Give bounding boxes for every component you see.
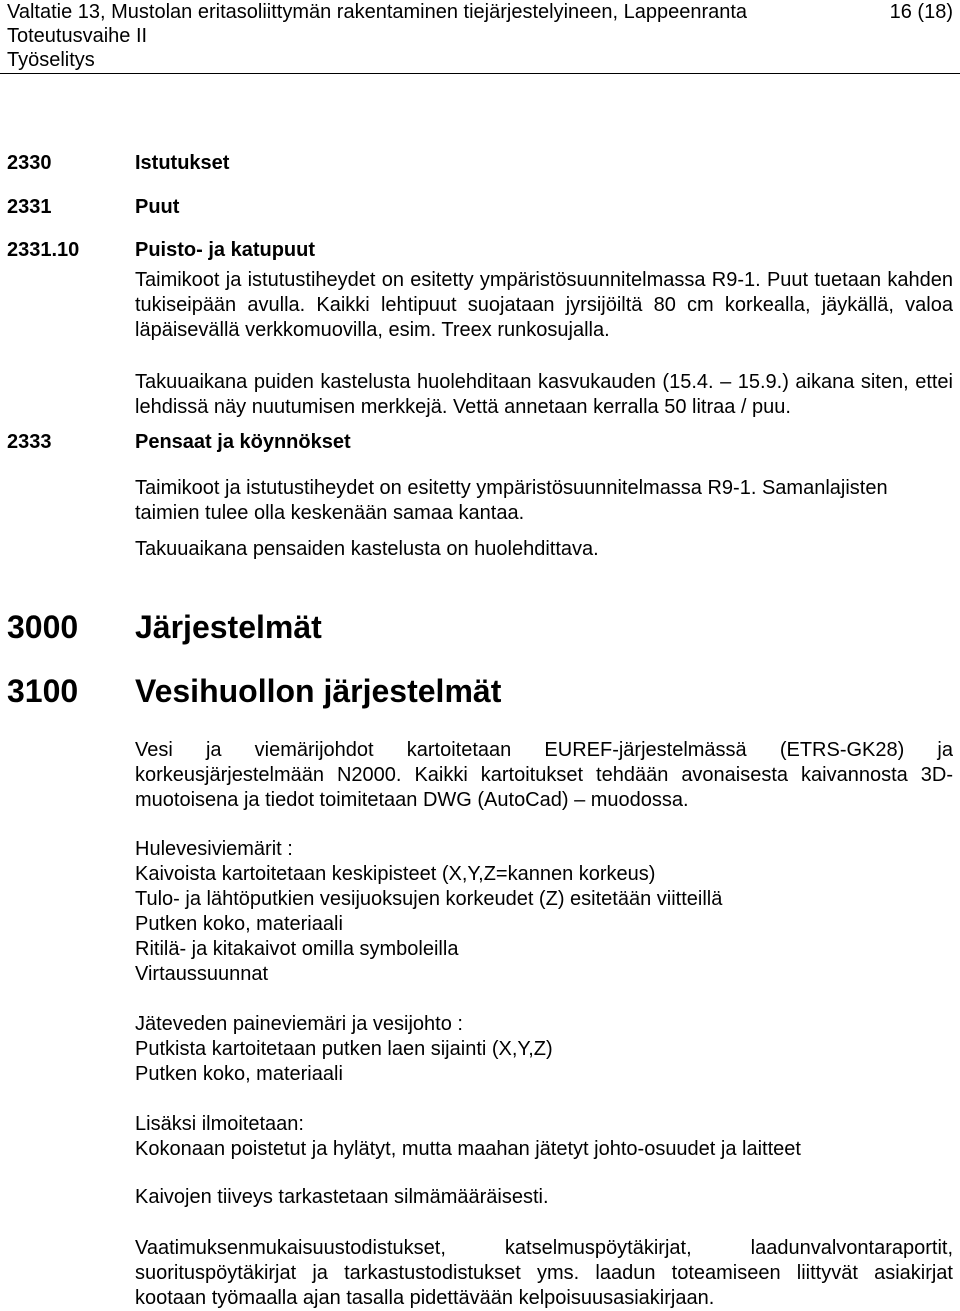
section-3100-number: 3100 (7, 673, 79, 709)
section-2331-10-number: 2331.10 (7, 239, 80, 261)
trees-paragraph-2: Takuuaikana puiden kastelusta huolehditaan kasvukauden (15.4. – 15.9.) aikana siten, ettei lehdissä näy nuutumisen merkkejä. Vettä annetaan kerralla 50 litraa / puu. (135, 371, 953, 418)
compliance-paragraph: Vaatimuksenmukaisuustodistukset, katselmuspöytäkirjat, laadunvalvontaraportit, suorituspöytäkirjat ja tarkastustodistukset yms. laadun toteamiseen liittyvät asiakirjat kootaan työmaalla ajan tasalla pidettävään kelpoisuusasiakirjaan. (135, 1237, 953, 1309)
page-number: 16 (18) (889, 1, 953, 23)
section-2333-number: 2333 (7, 431, 52, 453)
list-item: Kaivoista kartoitetaan keskipisteet (X,Y,Z=kannen korkeus) (135, 863, 656, 885)
list-item: Hulevesiviemärit : (135, 838, 293, 860)
section-2330-number: 2330 (7, 152, 52, 174)
shrubs-paragraph-2: Takuuaikana pensaiden kastelusta on huolehdittava. (135, 538, 599, 560)
section-2330-title: Istutukset (135, 152, 230, 174)
trees-paragraph-1: Taimikoot ja istutustiheydet on esitetty ympäristösuunnitelmassa R9-1. Puut tuetaan kahden tukiseipään avulla. Kaikki lehtipuut suojataan jyrsijöiltä 80 cm korkealla, jäykällä, valoa läpäisevällä verkkomuovilla, esim. Treex runkosujalla. (135, 269, 953, 341)
list-item: Putken koko, materiaali (135, 1063, 343, 1085)
section-3000-number: 3000 (7, 609, 79, 645)
section-2331-title: Puut (135, 196, 180, 218)
document-title: Valtatie 13, Mustolan eritasoliittymän rakentaminen tiejärjestelyineen, Lappeenranta (7, 1, 748, 23)
additional-list (135, 1112, 953, 1162)
doc-type-label: Työselitys (7, 49, 95, 71)
section-2331-10-title: Puisto- ja katupuut (135, 239, 315, 261)
tightness-paragraph: Kaivojen tiiveys tarkastetaan silmämääräisesti. (135, 1186, 549, 1208)
pressure-sewer-list (135, 1012, 953, 1087)
list-item: Ritilä- ja kitakaivot omilla symboleilla (135, 938, 459, 960)
section-3100-title: Vesihuollon järjestelmät (135, 673, 502, 709)
list-item: Virtaussuunnat (135, 963, 269, 985)
list-item: Jäteveden paineviemäri ja vesijohto : (135, 1013, 463, 1035)
section-2331-number: 2331 (7, 196, 52, 218)
section-3000-title: Järjestelmät (135, 609, 322, 645)
phase-label: Toteutusvaihe II (7, 25, 148, 47)
list-item: Putken koko, materiaali (135, 913, 343, 935)
list-item: Kokonaan poistetut ja hylätyt, mutta maahan jätetyt johto-osuudet ja laitteet (135, 1138, 801, 1160)
stormwater-list (135, 837, 953, 987)
section-2333-title: Pensaat ja köynnökset (135, 431, 351, 453)
water-paragraph-1: Vesi ja viemärijohdot kartoitetaan EUREF-järjestelmässä (ETRS-GK28) ja korkeusjärjestelmään N2000. Kaikki kartoitukset tehdään avonaisesta kaivannosta 3D-muotoisena ja tiedot toimitetaan DWG (AutoCad) – muodossa. (135, 739, 953, 811)
header-divider (0, 73, 960, 74)
list-item: Lisäksi ilmoitetaan: (135, 1113, 304, 1135)
list-item: Putkista kartoitetaan putken laen sijainti (X,Y,Z) (135, 1038, 553, 1060)
shrubs-paragraph-1: Taimikoot ja istutustiheydet on esitetty ympäristösuunnitelmassa R9-1. Samanlajisten taimien tulee olla keskenään samaa kantaa. (135, 477, 888, 524)
list-item: Tulo- ja lähtöputkien vesijuoksujen korkeudet (Z) esitetään viitteillä (135, 888, 723, 910)
